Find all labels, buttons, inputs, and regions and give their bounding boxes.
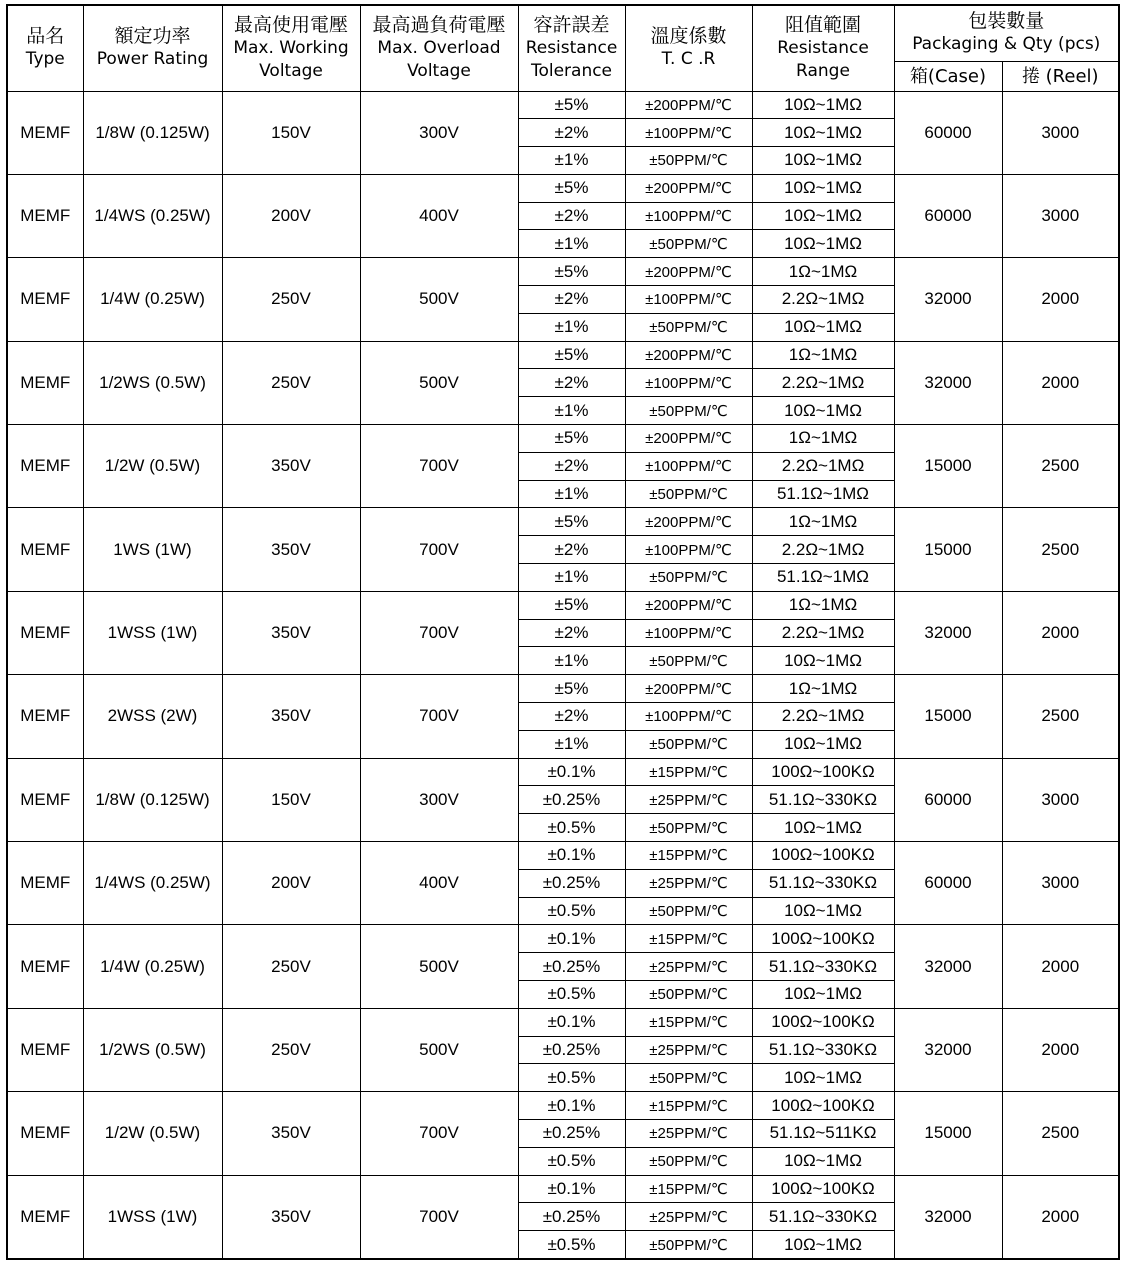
table-row (7, 675, 1119, 703)
header-packaging (894, 5, 1119, 61)
header-range-cn: 阻值範圍 (784, 13, 861, 36)
header-tcr (625, 5, 752, 91)
type-cell: MEMF (7, 1175, 83, 1259)
tcr-cell: ±25PPM/℃ (625, 953, 752, 981)
range-cell: 10Ω~1MΩ (752, 1147, 894, 1175)
reel-qty-cell: 2500 (1002, 675, 1119, 758)
tcr-cell: ±200PPM/℃ (625, 258, 752, 286)
tcr-cell: ±50PPM/℃ (625, 1147, 752, 1175)
type-cell: MEMF (7, 842, 83, 925)
range-cell: 10Ω~1MΩ (752, 91, 894, 119)
tolerance-cell: ±2% (518, 703, 625, 731)
max-overload-voltage-cell: 500V (360, 341, 518, 424)
range-cell: 1Ω~1MΩ (752, 425, 894, 453)
range-cell: 10Ω~1MΩ (752, 230, 894, 258)
range-cell: 2.2Ω~1MΩ (752, 369, 894, 397)
power-rating-cell: 1/2W (0.5W) (83, 425, 222, 508)
type-cell: MEMF (7, 508, 83, 591)
tcr-cell: ±200PPM/℃ (625, 425, 752, 453)
table-row (7, 758, 1119, 786)
tolerance-cell: ±0.5% (518, 1231, 625, 1259)
reel-qty-cell: 3000 (1002, 174, 1119, 257)
range-cell: 10Ω~1MΩ (752, 119, 894, 147)
tcr-cell: ±200PPM/℃ (625, 341, 752, 369)
range-cell: 10Ω~1MΩ (752, 174, 894, 202)
tolerance-cell: ±1% (518, 730, 625, 758)
table-row (7, 842, 1119, 870)
max-overload-voltage-cell: 300V (360, 91, 518, 174)
table-row (7, 591, 1119, 619)
range-cell: 10Ω~1MΩ (752, 814, 894, 842)
tolerance-cell: ±1% (518, 397, 625, 425)
tcr-cell: ±200PPM/℃ (625, 174, 752, 202)
tcr-cell: ±50PPM/℃ (625, 313, 752, 341)
tcr-cell: ±100PPM/℃ (625, 369, 752, 397)
table-row (7, 1008, 1119, 1036)
tolerance-cell: ±5% (518, 591, 625, 619)
tolerance-cell: ±0.1% (518, 925, 625, 953)
power-rating-cell: 1/4WS (0.25W) (83, 842, 222, 925)
reel-qty-cell: 2000 (1002, 341, 1119, 424)
range-cell: 1Ω~1MΩ (752, 675, 894, 703)
tolerance-cell: ±5% (518, 341, 625, 369)
case-qty-cell: 32000 (894, 925, 1002, 1008)
header-max-working (222, 5, 360, 91)
case-qty-cell: 32000 (894, 341, 1002, 424)
header-tolerance (518, 5, 625, 91)
range-cell: 1Ω~1MΩ (752, 508, 894, 536)
tcr-cell: ±15PPM/℃ (625, 1175, 752, 1203)
reel-qty-cell: 3000 (1002, 758, 1119, 841)
tolerance-cell: ±0.1% (518, 1092, 625, 1120)
max-working-voltage-cell: 150V (222, 91, 360, 174)
tcr-cell: ±25PPM/℃ (625, 1119, 752, 1147)
tcr-cell: ±200PPM/℃ (625, 91, 752, 119)
max-overload-voltage-cell: 700V (360, 675, 518, 758)
header-packaging-cn: 包裝數量 (968, 10, 1045, 33)
table-row (7, 425, 1119, 453)
tcr-cell: ±50PPM/℃ (625, 397, 752, 425)
range-cell: 2.2Ω~1MΩ (752, 536, 894, 564)
tolerance-cell: ±0.25% (518, 786, 625, 814)
tcr-cell: ±15PPM/℃ (625, 1092, 752, 1120)
range-cell: 2.2Ω~1MΩ (752, 286, 894, 314)
tolerance-cell: ±0.25% (518, 1036, 625, 1064)
tcr-cell: ±50PPM/℃ (625, 147, 752, 175)
tolerance-cell: ±2% (518, 119, 625, 147)
tcr-cell: ±50PPM/℃ (625, 814, 752, 842)
range-cell: 10Ω~1MΩ (752, 202, 894, 230)
table-row (7, 258, 1119, 286)
table-row (7, 508, 1119, 536)
tcr-cell: ±15PPM/℃ (625, 925, 752, 953)
table-row (7, 925, 1119, 953)
tolerance-cell: ±0.5% (518, 1064, 625, 1092)
range-cell: 10Ω~1MΩ (752, 730, 894, 758)
range-cell: 10Ω~1MΩ (752, 981, 894, 1009)
reel-qty-cell: 2500 (1002, 1092, 1119, 1175)
header-power-en: Power Rating (96, 49, 209, 70)
range-cell: 1Ω~1MΩ (752, 591, 894, 619)
header-max-working-cn: 最高使用電壓 (233, 13, 348, 36)
header-tcr-cn: 溫度係數 (650, 25, 727, 48)
type-cell: MEMF (7, 925, 83, 1008)
power-rating-cell: 1/2W (0.5W) (83, 1092, 222, 1175)
power-rating-cell: 1/8W (0.125W) (83, 91, 222, 174)
range-cell: 51.1Ω~330KΩ (752, 786, 894, 814)
range-cell: 10Ω~1MΩ (752, 397, 894, 425)
power-rating-cell: 1/4W (0.25W) (83, 258, 222, 341)
max-overload-voltage-cell: 500V (360, 258, 518, 341)
header-max-overload-en1: Max. Overload (377, 37, 501, 58)
header-type-cn: 品名 (26, 25, 65, 48)
tcr-cell: ±200PPM/℃ (625, 675, 752, 703)
tolerance-cell: ±0.25% (518, 953, 625, 981)
tolerance-cell: ±2% (518, 202, 625, 230)
tcr-cell: ±100PPM/℃ (625, 286, 752, 314)
max-working-voltage-cell: 350V (222, 425, 360, 508)
max-overload-voltage-cell: 700V (360, 1175, 518, 1259)
tcr-cell: ±50PPM/℃ (625, 730, 752, 758)
power-rating-cell: 1WSS (1W) (83, 591, 222, 674)
max-working-voltage-cell: 150V (222, 758, 360, 841)
table-row (7, 91, 1119, 119)
range-cell: 100Ω~100KΩ (752, 925, 894, 953)
tolerance-cell: ±1% (518, 480, 625, 508)
reel-qty-cell: 2000 (1002, 258, 1119, 341)
header-power (83, 5, 222, 91)
header-range-en2: Range (796, 60, 850, 81)
tolerance-cell: ±5% (518, 174, 625, 202)
reel-qty-cell: 2000 (1002, 1008, 1119, 1091)
tolerance-cell: ±5% (518, 425, 625, 453)
range-cell: 10Ω~1MΩ (752, 1064, 894, 1092)
tcr-cell: ±100PPM/℃ (625, 119, 752, 147)
header-max-working-en1: Max. Working (233, 37, 349, 58)
range-cell: 1Ω~1MΩ (752, 258, 894, 286)
tolerance-cell: ±2% (518, 619, 625, 647)
range-cell: 100Ω~100KΩ (752, 758, 894, 786)
header-tolerance-en1: Resistance (525, 37, 618, 58)
tcr-cell: ±50PPM/℃ (625, 480, 752, 508)
max-working-voltage-cell: 350V (222, 1175, 360, 1259)
reel-qty-cell: 2000 (1002, 1175, 1119, 1259)
power-rating-cell: 1/2WS (0.5W) (83, 341, 222, 424)
type-cell: MEMF (7, 425, 83, 508)
tolerance-cell: ±1% (518, 230, 625, 258)
power-rating-cell: 1WS (1W) (83, 508, 222, 591)
tolerance-cell: ±2% (518, 452, 625, 480)
tolerance-cell: ±0.5% (518, 1147, 625, 1175)
max-overload-voltage-cell: 300V (360, 758, 518, 841)
tcr-cell: ±25PPM/℃ (625, 786, 752, 814)
range-cell: 1Ω~1MΩ (752, 341, 894, 369)
tcr-cell: ±50PPM/℃ (625, 647, 752, 675)
header-max-working-en2: Voltage (259, 60, 323, 81)
case-qty-cell: 15000 (894, 675, 1002, 758)
tolerance-cell: ±0.1% (518, 1008, 625, 1036)
reel-qty-cell: 2000 (1002, 925, 1119, 1008)
max-overload-voltage-cell: 400V (360, 842, 518, 925)
tolerance-cell: ±1% (518, 313, 625, 341)
range-cell: 10Ω~1MΩ (752, 313, 894, 341)
max-working-voltage-cell: 200V (222, 174, 360, 257)
tcr-cell: ±15PPM/℃ (625, 758, 752, 786)
range-cell: 10Ω~1MΩ (752, 147, 894, 175)
case-qty-cell: 60000 (894, 91, 1002, 174)
max-overload-voltage-cell: 500V (360, 1008, 518, 1091)
header-max-overload-cn: 最高過負荷電壓 (372, 13, 506, 36)
range-cell: 51.1Ω~511KΩ (752, 1119, 894, 1147)
tolerance-cell: ±0.25% (518, 1203, 625, 1231)
tolerance-cell: ±5% (518, 508, 625, 536)
tolerance-cell: ±2% (518, 286, 625, 314)
tolerance-cell: ±0.1% (518, 1175, 625, 1203)
table-row (7, 1092, 1119, 1120)
range-cell: 10Ω~1MΩ (752, 897, 894, 925)
tolerance-cell: ±0.25% (518, 1119, 625, 1147)
range-cell: 2.2Ω~1MΩ (752, 619, 894, 647)
header-type (7, 5, 83, 91)
tolerance-cell: ±0.5% (518, 814, 625, 842)
range-cell: 51.1Ω~1MΩ (752, 480, 894, 508)
case-qty-cell: 15000 (894, 1092, 1002, 1175)
tcr-cell: ±50PPM/℃ (625, 981, 752, 1009)
tolerance-cell: ±5% (518, 258, 625, 286)
header-packaging-en: Packaging & Qty (pcs) (912, 34, 1101, 55)
header-max-overload (360, 5, 518, 91)
reel-qty-cell: 2500 (1002, 508, 1119, 591)
max-working-voltage-cell: 250V (222, 925, 360, 1008)
case-qty-cell: 32000 (894, 258, 1002, 341)
tcr-cell: ±25PPM/℃ (625, 869, 752, 897)
header-tolerance-cn: 容許誤差 (533, 13, 610, 36)
max-working-voltage-cell: 350V (222, 591, 360, 674)
tcr-cell: ±100PPM/℃ (625, 202, 752, 230)
max-overload-voltage-cell: 700V (360, 1092, 518, 1175)
range-cell: 2.2Ω~1MΩ (752, 452, 894, 480)
max-working-voltage-cell: 350V (222, 1092, 360, 1175)
table-header (7, 5, 1119, 91)
tolerance-cell: ±2% (518, 536, 625, 564)
tcr-cell: ±15PPM/℃ (625, 1008, 752, 1036)
header-tolerance-en2: Tolerance (530, 60, 613, 81)
case-qty-cell: 32000 (894, 1175, 1002, 1259)
range-cell: 51.1Ω~330KΩ (752, 953, 894, 981)
tolerance-cell: ±1% (518, 147, 625, 175)
tcr-cell: ±50PPM/℃ (625, 1231, 752, 1259)
type-cell: MEMF (7, 758, 83, 841)
tolerance-cell: ±5% (518, 91, 625, 119)
header-power-cn: 額定功率 (114, 25, 191, 48)
case-qty-cell: 15000 (894, 425, 1002, 508)
header-max-overload-en2: Voltage (407, 60, 471, 81)
type-cell: MEMF (7, 91, 83, 174)
reel-qty-cell: 3000 (1002, 91, 1119, 174)
case-qty-cell: 15000 (894, 508, 1002, 591)
reel-qty-cell: 2000 (1002, 591, 1119, 674)
tcr-cell: ±15PPM/℃ (625, 842, 752, 870)
range-cell: 2.2Ω~1MΩ (752, 703, 894, 731)
tolerance-cell: ±0.1% (518, 842, 625, 870)
tcr-cell: ±100PPM/℃ (625, 452, 752, 480)
power-rating-cell: 1/4W (0.25W) (83, 925, 222, 1008)
table-row (7, 341, 1119, 369)
range-cell: 100Ω~100KΩ (752, 842, 894, 870)
tolerance-cell: ±0.5% (518, 981, 625, 1009)
tolerance-cell: ±1% (518, 647, 625, 675)
case-qty-cell: 60000 (894, 174, 1002, 257)
type-cell: MEMF (7, 1008, 83, 1091)
tolerance-cell: ±5% (518, 675, 625, 703)
type-cell: MEMF (7, 1092, 83, 1175)
case-qty-cell: 32000 (894, 591, 1002, 674)
header-case: 箱(Case) (894, 61, 1002, 91)
power-rating-cell: 1/8W (0.125W) (83, 758, 222, 841)
max-working-voltage-cell: 350V (222, 675, 360, 758)
tcr-cell: ±50PPM/℃ (625, 564, 752, 592)
max-overload-voltage-cell: 700V (360, 508, 518, 591)
header-type-en: Type (25, 49, 65, 70)
resistor-spec-table (6, 4, 1120, 1260)
case-qty-cell: 32000 (894, 1008, 1002, 1091)
tcr-cell: ±100PPM/℃ (625, 619, 752, 647)
header-tcr-en: T. C .R (661, 49, 716, 70)
power-rating-cell: 2WSS (2W) (83, 675, 222, 758)
range-cell: 51.1Ω~330KΩ (752, 869, 894, 897)
range-cell: 100Ω~100KΩ (752, 1008, 894, 1036)
tcr-cell: ±200PPM/℃ (625, 508, 752, 536)
reel-qty-cell: 3000 (1002, 842, 1119, 925)
range-cell: 51.1Ω~1MΩ (752, 564, 894, 592)
type-cell: MEMF (7, 591, 83, 674)
max-overload-voltage-cell: 500V (360, 925, 518, 1008)
max-overload-voltage-cell: 400V (360, 174, 518, 257)
max-working-voltage-cell: 200V (222, 842, 360, 925)
tolerance-cell: ±1% (518, 564, 625, 592)
type-cell: MEMF (7, 174, 83, 257)
tcr-cell: ±100PPM/℃ (625, 703, 752, 731)
max-working-voltage-cell: 250V (222, 341, 360, 424)
max-working-voltage-cell: 250V (222, 258, 360, 341)
max-overload-voltage-cell: 700V (360, 425, 518, 508)
max-overload-voltage-cell: 700V (360, 591, 518, 674)
tolerance-cell: ±2% (518, 369, 625, 397)
tcr-cell: ±50PPM/℃ (625, 1064, 752, 1092)
range-cell: 10Ω~1MΩ (752, 647, 894, 675)
max-working-voltage-cell: 250V (222, 1008, 360, 1091)
table-body (7, 91, 1119, 1259)
power-rating-cell: 1/4WS (0.25W) (83, 174, 222, 257)
header-reel: 捲 (Reel) (1002, 61, 1119, 91)
tcr-cell: ±50PPM/℃ (625, 897, 752, 925)
range-cell: 100Ω~100KΩ (752, 1175, 894, 1203)
tolerance-cell: ±0.25% (518, 869, 625, 897)
table-row (7, 174, 1119, 202)
tolerance-cell: ±0.5% (518, 897, 625, 925)
power-rating-cell: 1/2WS (0.5W) (83, 1008, 222, 1091)
tcr-cell: ±50PPM/℃ (625, 230, 752, 258)
case-qty-cell: 60000 (894, 842, 1002, 925)
reel-qty-cell: 2500 (1002, 425, 1119, 508)
range-cell: 51.1Ω~330KΩ (752, 1203, 894, 1231)
spec-table-container (6, 4, 1120, 1260)
tcr-cell: ±100PPM/℃ (625, 536, 752, 564)
range-cell: 10Ω~1MΩ (752, 1231, 894, 1259)
tcr-cell: ±25PPM/℃ (625, 1036, 752, 1064)
max-working-voltage-cell: 350V (222, 508, 360, 591)
header-range (752, 5, 894, 91)
tcr-cell: ±200PPM/℃ (625, 591, 752, 619)
type-cell: MEMF (7, 258, 83, 341)
tolerance-cell: ±0.1% (518, 758, 625, 786)
type-cell: MEMF (7, 675, 83, 758)
table-row (7, 1175, 1119, 1203)
range-cell: 100Ω~100KΩ (752, 1092, 894, 1120)
range-cell: 51.1Ω~330KΩ (752, 1036, 894, 1064)
case-qty-cell: 60000 (894, 758, 1002, 841)
tcr-cell: ±25PPM/℃ (625, 1203, 752, 1231)
type-cell: MEMF (7, 341, 83, 424)
header-range-en1: Resistance (777, 37, 869, 58)
power-rating-cell: 1WSS (1W) (83, 1175, 222, 1259)
